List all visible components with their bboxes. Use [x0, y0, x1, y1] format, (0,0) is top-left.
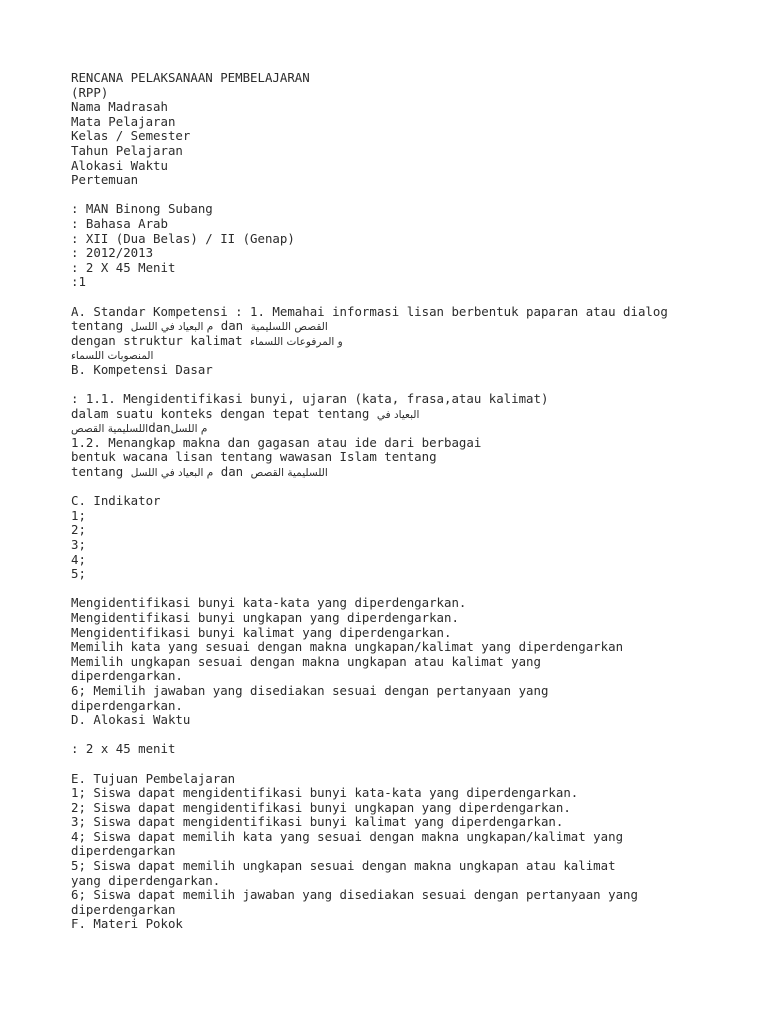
text-run: dan: [213, 318, 251, 334]
identity-value: : 2012/2013: [71, 245, 154, 261]
section-b-line: [71, 421, 731, 436]
identity-label: Pertemuan: [71, 172, 139, 188]
objective-line: 2; Siswa dapat mengidentifikasi bunyi ungkapan yang diperdengarkan.: [71, 799, 571, 815]
objective-line: diperdengarkan: [71, 843, 176, 859]
identity-value: : Bahasa Arab: [71, 215, 168, 231]
section-d-value: : 2 x 45 menit: [71, 741, 176, 757]
objective-line: 5; Siswa dapat memilih ungkapan sesuai dengan makna ungkapan atau kalimat: [71, 858, 616, 874]
identity-label: Kelas / Semester: [71, 128, 191, 144]
section-b-line: 1.2. Menangkap makna dan gagasan atau ide dari berbagai: [71, 434, 482, 450]
identity-value: : XII (Dua Belas) / II (Genap): [71, 230, 295, 246]
indicator-number: 1;: [71, 507, 86, 523]
document-subtitle: (RPP): [71, 84, 109, 100]
objective-line: 3; Siswa dapat mengidentifikasi bunyi kalimat yang diperdengarkan.: [71, 814, 564, 830]
arabic-term: م البعياد في اللسل: [130, 467, 214, 480]
indicator-item: Mengidentifikasi bunyi ungkapan yang diperdengarkan.: [71, 609, 459, 625]
section-b-line: [71, 465, 731, 480]
section-a-line: A. Standar Kompetensi : 1. Memahai informasi lisan berbentuk paparan atau dialog: [71, 303, 668, 319]
section-b-line: [71, 407, 731, 422]
indicator-number: 4;: [71, 551, 86, 567]
section-e-heading: E. Tujuan Pembelajaran: [71, 770, 236, 786]
section-c-heading: C. Indikator: [71, 493, 161, 509]
objective-line: 4; Siswa dapat memilih kata yang sesuai dengan makna ungkapan/kalimat yang: [71, 828, 624, 844]
objective-line: yang diperdengarkan.: [71, 872, 221, 888]
section-f-heading: F. Materi Pokok: [71, 916, 183, 932]
indicator-item: 6; Memilih jawaban yang disediakan sesuai dengan pertanyaan yang: [71, 682, 549, 698]
text-run: dalam suatu konteks dengan tepat tentang: [71, 405, 377, 421]
arabic-term: البعياد في: [376, 408, 420, 421]
text-run: dan: [148, 420, 171, 436]
arabic-term: اللسليمية القصص: [250, 467, 328, 480]
indicator-item: Mengidentifikasi bunyi kata-kata yang diperdengarkan.: [71, 595, 467, 611]
text-run: tentang: [71, 464, 131, 480]
text-run: tentang: [71, 318, 131, 334]
arabic-term: م البعياد في اللسل: [130, 321, 214, 334]
document-title: RENCANA PELAKSANAAN PEMBELAJARAN: [71, 70, 310, 85]
indicator-item: diperdengarkan.: [71, 668, 183, 684]
text-run: dan: [213, 464, 251, 480]
objective-line: 6; Siswa dapat memilih jawaban yang disediakan sesuai dengan pertanyaan yang: [71, 887, 638, 903]
arabic-term: القصص اللسليمية: [250, 321, 328, 334]
indicator-item: diperdengarkan.: [71, 697, 183, 713]
objective-line: 1; Siswa dapat mengidentifikasi bunyi kata-kata yang diperdengarkan.: [71, 785, 579, 801]
identity-label: Mata Pelajaran: [71, 113, 176, 129]
document-page: [71, 71, 731, 932]
indicator-number: 3;: [71, 537, 86, 552]
arabic-term: المنصوبات اللسماء: [71, 350, 154, 363]
section-a-line: [71, 319, 731, 334]
identity-value: : MAN Binong Subang: [71, 201, 213, 217]
indicator-number: 2;: [71, 522, 86, 538]
section-a-line: [71, 334, 731, 349]
arabic-term: اللسليمية القصص: [71, 423, 149, 436]
text-run: dengan struktur kalimat: [71, 332, 251, 348]
section-b-line: : 1.1. Mengidentifikasi bunyi, ujaran (kata, frasa,atau kalimat): [71, 391, 549, 407]
arabic-term: م اللسل: [170, 423, 208, 436]
section-b-line: bentuk wacana lisan tentang wawasan Islam tentang: [71, 449, 437, 465]
indicator-item: Memilih ungkapan sesuai dengan makna ungkapan atau kalimat yang: [71, 653, 541, 669]
objective-line: diperdengarkan: [71, 901, 176, 917]
indicator-number: 5;: [71, 566, 86, 582]
arabic-term: و المرفوعات اللسماء: [250, 335, 343, 348]
identity-value: : 2 X 45 Menit: [71, 259, 176, 275]
indicator-item: Mengidentifikasi bunyi kalimat yang diperdengarkan.: [71, 624, 452, 640]
identity-value: :1: [71, 274, 86, 290]
indicator-item: Memilih kata yang sesuai dengan makna ungkapan/kalimat yang diperdengarkan: [71, 639, 624, 655]
identity-label: Tahun Pelajaran: [71, 142, 183, 158]
section-b-heading: B. Kompetensi Dasar: [71, 361, 213, 377]
identity-label: Alokasi Waktu: [71, 157, 168, 173]
section-a-line: [71, 348, 731, 363]
identity-label: Nama Madrasah: [71, 99, 168, 115]
section-d-heading: D. Alokasi Waktu: [71, 712, 191, 728]
